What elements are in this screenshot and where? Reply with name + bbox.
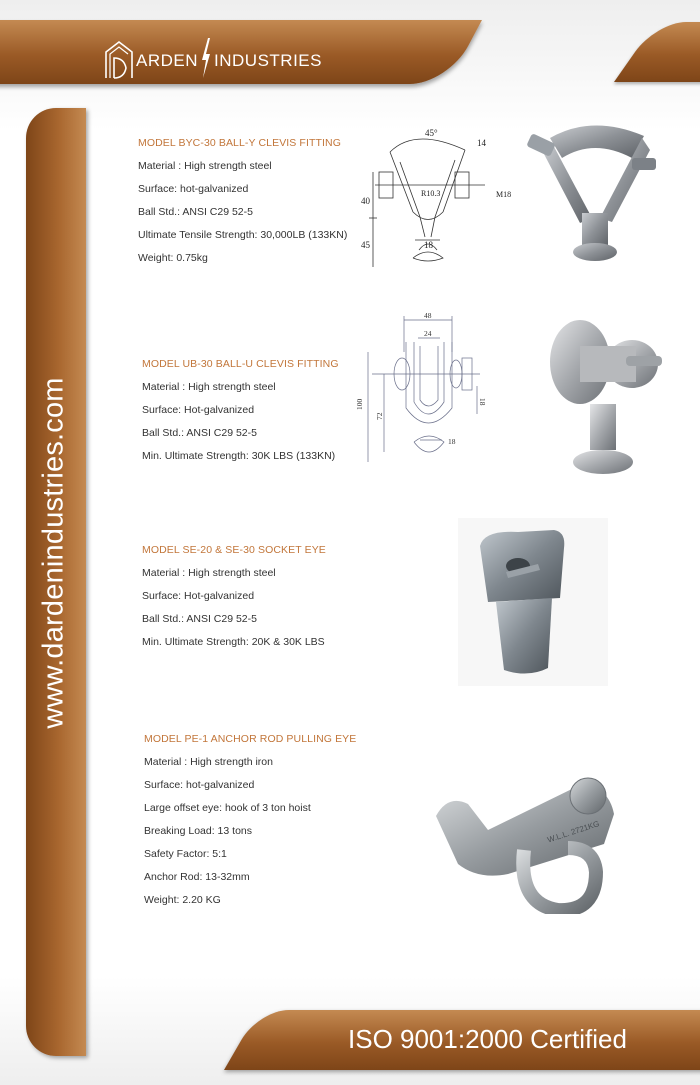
spec-ball-std: Ball Std.: ANSI C29 52-5 xyxy=(138,206,253,218)
dim-label: R10.3 xyxy=(421,189,441,198)
dim-label: 45° xyxy=(425,128,438,138)
dim-label: 14 xyxy=(477,138,486,148)
spec-strength: Min. Ultimate Strength: 20K & 30K LBS xyxy=(142,636,325,648)
se-30-photo xyxy=(458,518,608,686)
spec-surface: Surface: Hot-galvanized xyxy=(142,404,255,416)
logo-building-icon xyxy=(104,38,134,80)
product-title: MODEL PE-1 ANCHOR ROD PULLING EYE xyxy=(144,733,357,745)
spec-ball-std: Ball Std.: ANSI C29 52-5 xyxy=(142,427,257,439)
ub-30-photo xyxy=(540,312,670,480)
product-title: MODEL BYC-30 BALL-Y CLEVIS FITTING xyxy=(138,137,341,149)
product-title: MODEL UB-30 BALL-U CLEVIS FITTING xyxy=(142,358,339,370)
certification-text: ISO 9001:2000 Certified xyxy=(348,1024,627,1054)
spec-weight: Weight: 2.20 KG xyxy=(144,894,221,906)
ub-30-technical-drawing xyxy=(352,302,502,474)
spec-strength: Min. Ultimate Strength: 30K LBS (133KN) xyxy=(142,450,336,462)
byc-30-technical-drawing xyxy=(355,122,525,272)
lightning-bolt-icon xyxy=(199,38,213,78)
spec-anchor-rod: Anchor Rod: 13-32mm xyxy=(144,871,250,883)
spec-weight: Weight: 0.75kg xyxy=(138,252,208,264)
dim-label: 18 xyxy=(478,398,487,406)
dim-label: 18 xyxy=(448,437,456,446)
byc-30-photo xyxy=(522,118,667,268)
pe-1-photo xyxy=(428,764,628,914)
dim-label: 40 xyxy=(361,196,370,206)
spec-breaking-load: Breaking Load: 13 tons xyxy=(144,825,252,837)
sidebar-top-chevron xyxy=(26,108,86,148)
photo-marking: W.L.L. 2721KG xyxy=(546,819,601,845)
spec-ball-std: Ball Std.: ANSI C29 52-5 xyxy=(142,613,257,625)
dim-label: M18 xyxy=(496,190,512,199)
dim-label: 45 xyxy=(361,240,370,250)
top-right-tab xyxy=(614,22,700,82)
dim-label: 18 xyxy=(424,240,433,250)
spec-material: Material : High strength steel xyxy=(142,567,276,579)
spec-safety-factor: Safety Factor: 5:1 xyxy=(144,848,227,860)
spec-surface: Surface: Hot-galvanized xyxy=(142,590,255,602)
spec-surface: Surface: hot-galvanized xyxy=(144,779,255,791)
spec-material: Material : High strength steel xyxy=(138,160,272,172)
logo-text-left: ARDEN xyxy=(136,51,199,70)
dim-label: 24 xyxy=(424,329,432,338)
spec-material: Material : High strength steel xyxy=(142,381,276,393)
website-url[interactable]: www.dardenindustries.com xyxy=(37,377,70,729)
company-logo xyxy=(104,28,322,80)
dim-label: 48 xyxy=(424,311,432,320)
spec-strength: Ultimate Tensile Strength: 30,000LB (133KN) xyxy=(138,229,348,241)
spec-material: Material : High strength iron xyxy=(144,756,273,768)
product-title: MODEL SE-20 & SE-30 SOCKET EYE xyxy=(142,544,326,556)
spec-offset-eye: Large offset eye: hook of 3 ton hoist xyxy=(144,802,311,814)
dim-label: 72 xyxy=(375,412,384,420)
logo-text-right: INDUSTRIES xyxy=(214,51,322,70)
spec-surface: Surface: hot-galvanized xyxy=(138,183,249,195)
dim-label: 100 xyxy=(355,398,364,410)
